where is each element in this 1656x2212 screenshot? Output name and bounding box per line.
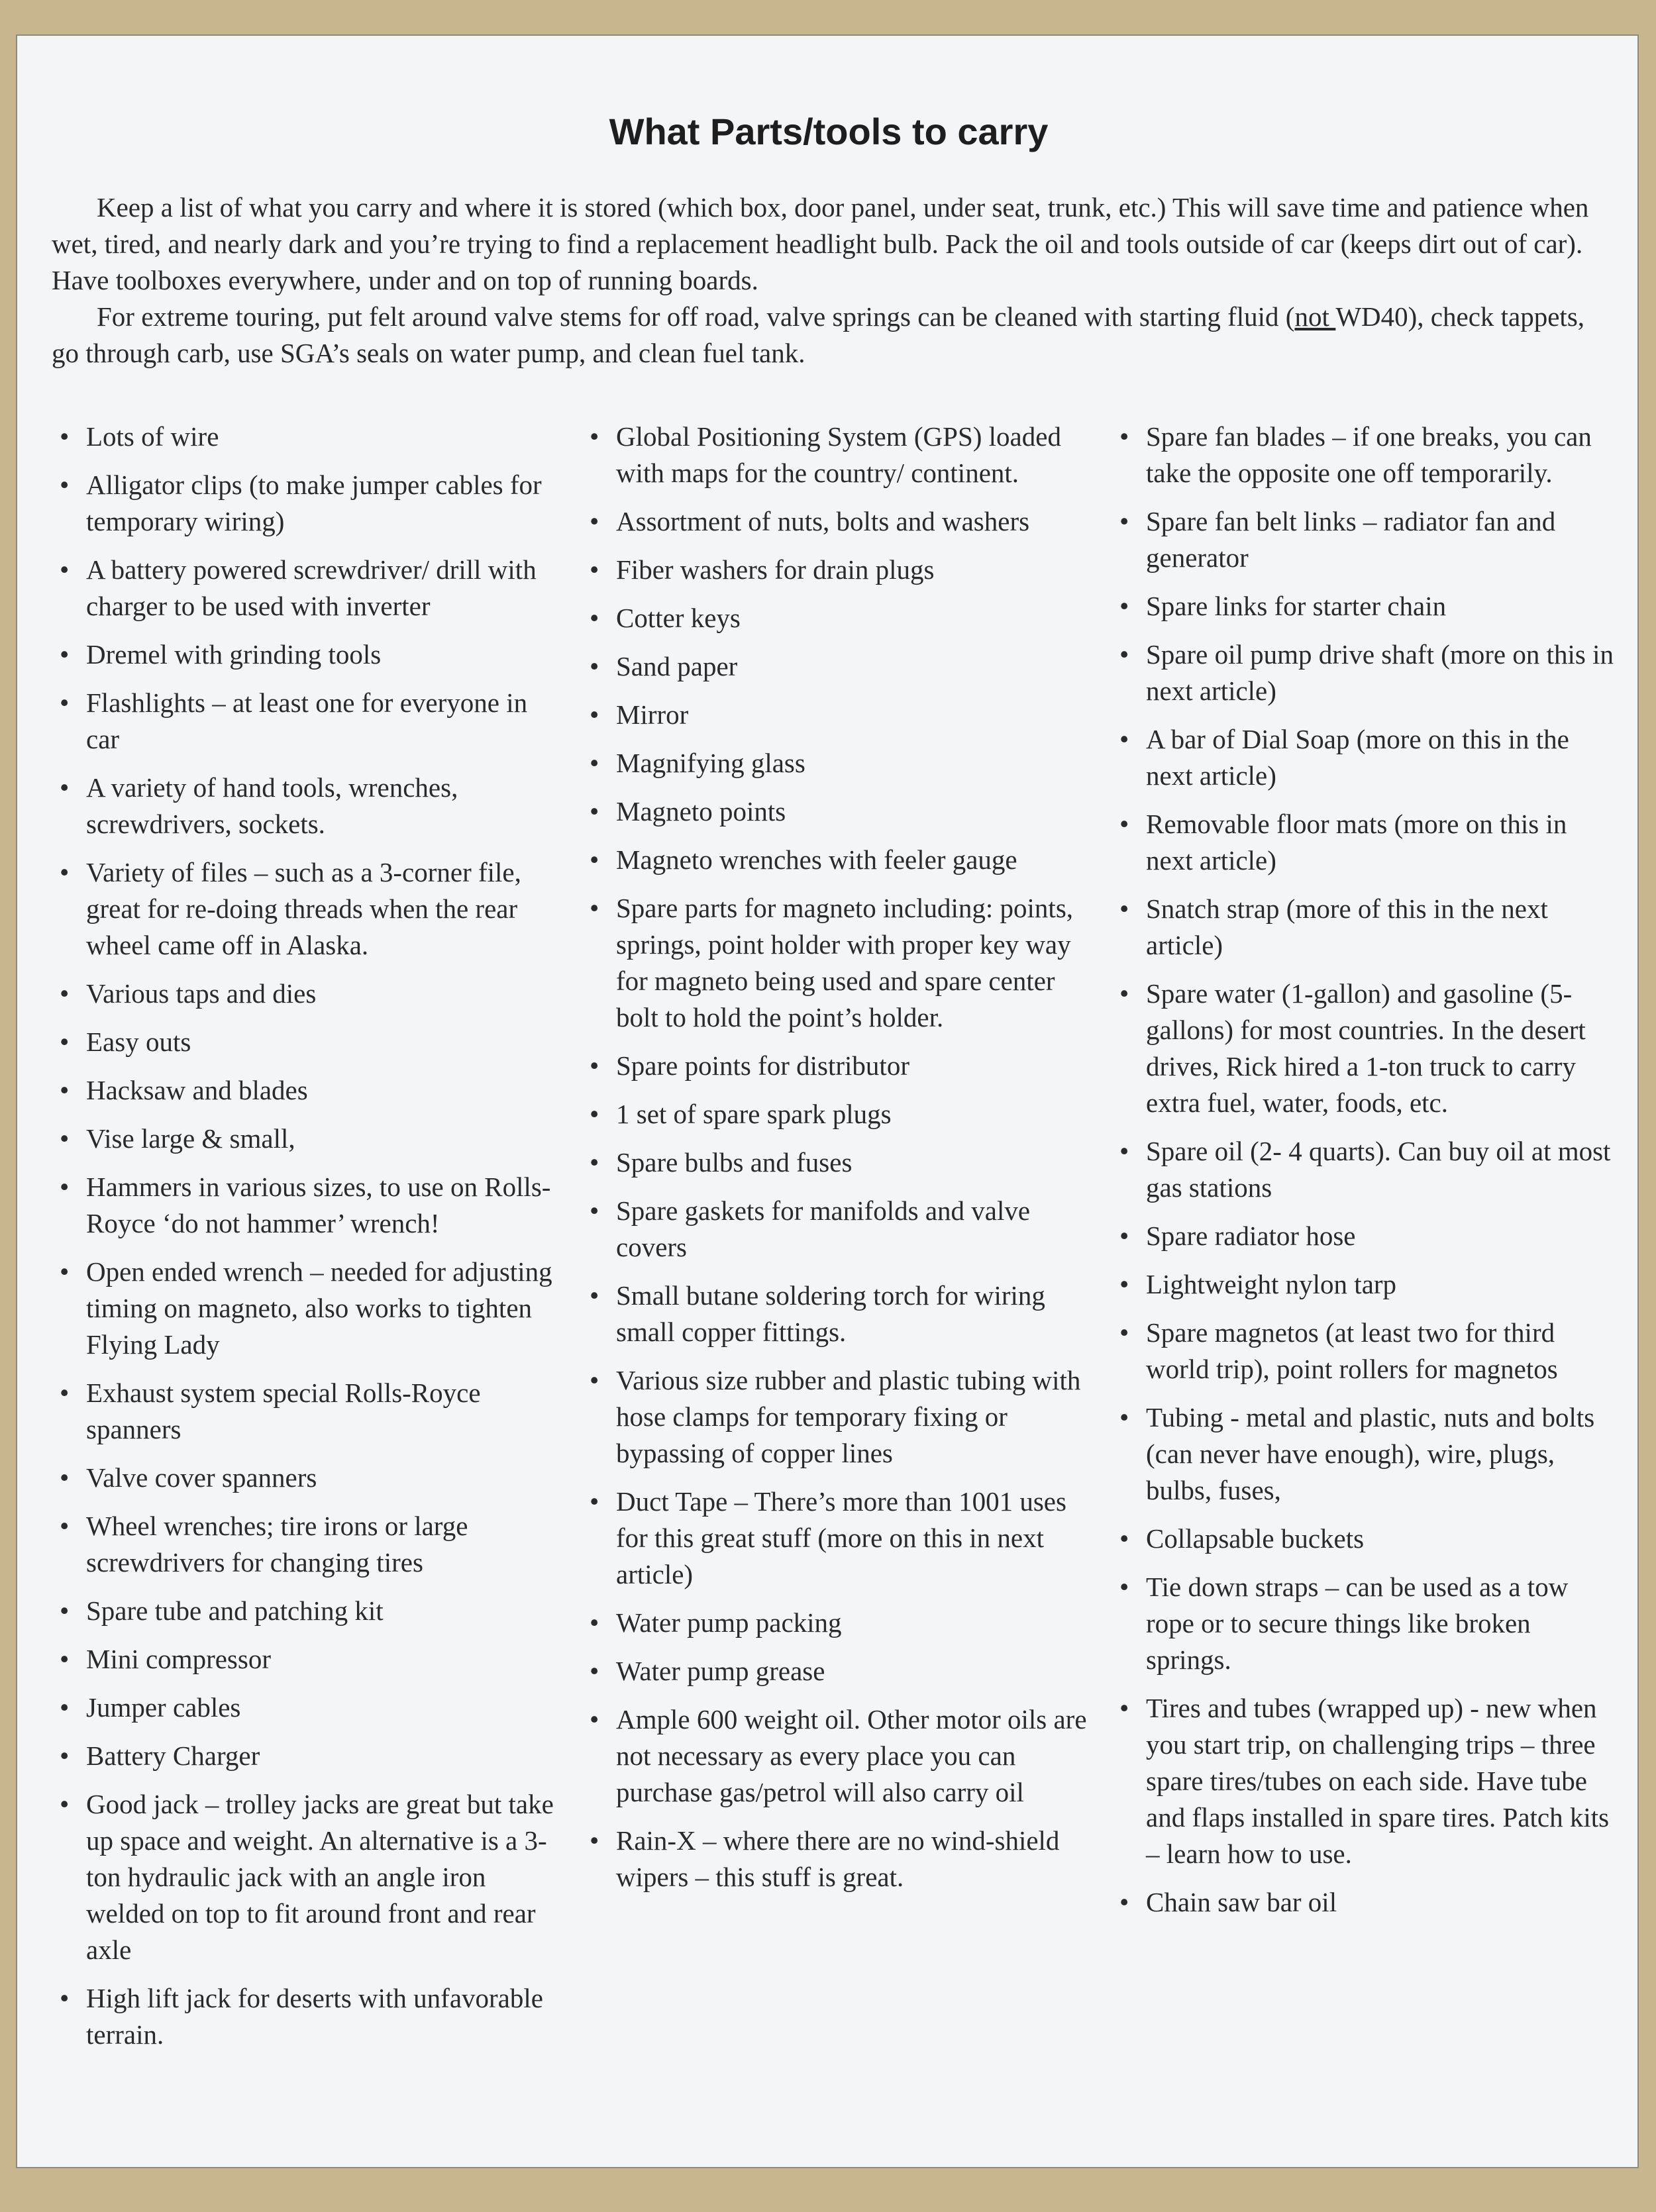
- list-item: • Tubing - metal and plastic, nuts and bolts (can never have enough), wire, plugs, bulbs, fuses,: [1112, 1399, 1615, 1509]
- list-item: • A bar of Dial Soap (more on this in the next article): [1112, 721, 1615, 794]
- intro-paragraph-2-end: WD40), check tappets, go through carb, use SGA’s seals on water pump, and clean fuel tank.: [52, 301, 1585, 368]
- intro-paragraph-2-start: For extreme touring, put felt around valve stems for off road, valve springs can be cleaned with starting fluid (: [97, 301, 1295, 332]
- list-item: • Magneto points: [582, 793, 1098, 830]
- list-item: • Rain-X – where there are no wind-shield wipers – this stuff is great.: [582, 1823, 1098, 1895]
- parts-list-column-2: [582, 419, 1098, 1907]
- list-item: • Variety of files – such as a 3-corner file, great for re-doing threads when the rear wheel came off in Alaska.: [52, 854, 555, 964]
- list-item: • Magneto wrenches with feeler gauge: [582, 842, 1098, 878]
- list-item: • Assortment of nuts, bolts and washers: [582, 503, 1098, 540]
- list-item: • Spare fan blades – if one breaks, you can take the opposite one off temporarily.: [1112, 419, 1615, 491]
- list-item: • Spare oil (2- 4 quarts). Can buy oil at most gas stations: [1112, 1133, 1615, 1206]
- intro-text: [52, 189, 1607, 372]
- list-item: • Snatch strap (more of this in the next article): [1112, 891, 1615, 964]
- list-item: • Wheel wrenches; tire irons or large screwdrivers for changing tires: [52, 1508, 555, 1581]
- list-item: • Sand paper: [582, 648, 1098, 685]
- list-item: • Spare parts for magneto including: points, springs, point holder with proper key way for magneto being used and spare center bolt to hold the point’s holder.: [582, 890, 1098, 1036]
- underlined-not: not: [1294, 301, 1336, 332]
- list-item: • Spare points for distributor: [582, 1048, 1098, 1084]
- list-item: • Various taps and dies: [52, 976, 555, 1012]
- list-item: • High lift jack for deserts with unfavorable terrain.: [52, 1980, 555, 2053]
- list-item: • Global Positioning System (GPS) loaded with maps for the country/ continent.: [582, 419, 1098, 491]
- list-item: • Flashlights – at least one for everyone in car: [52, 685, 555, 758]
- list-item: • Spare fan belt links – radiator fan and generator: [1112, 503, 1615, 576]
- list-item: • Jumper cables: [52, 1689, 555, 1726]
- list-item: • Ample 600 weight oil. Other motor oils are not necessary as every place you can purchase gas/petrol will also carry oil: [582, 1701, 1098, 1811]
- list-item: • Fiber washers for drain plugs: [582, 552, 1098, 588]
- list-item: • Alligator clips (to make jumper cables for temporary wiring): [52, 467, 555, 540]
- list-item: • Magnifying glass: [582, 745, 1098, 781]
- list-item: • Hacksaw and blades: [52, 1072, 555, 1109]
- list-item: • Spare bulbs and fuses: [582, 1144, 1098, 1181]
- list-item: • A variety of hand tools, wrenches, screwdrivers, sockets.: [52, 770, 555, 842]
- list-item: • Open ended wrench – needed for adjusting timing on magneto, also works to tighten Flying Lady: [52, 1254, 555, 1363]
- list-item: • Mirror: [582, 697, 1098, 733]
- list-item: • Spare magnetos (at least two for third world trip), point rollers for magnetos: [1112, 1315, 1615, 1387]
- list-item: • Exhaust system special Rolls-Royce spanners: [52, 1375, 555, 1448]
- list-item: • Spare links for starter chain: [1112, 588, 1615, 625]
- list-item: • Various size rubber and plastic tubing with hose clamps for temporary fixing or bypassing of copper lines: [582, 1362, 1098, 1472]
- list-item: • Spare tube and patching kit: [52, 1593, 555, 1629]
- page-title: What Parts/tools to carry: [609, 111, 1049, 152]
- list-item: • Spare water (1-gallon) and gasoline (5-gallons) for most countries. In the desert drives, Rick hired a 1-ton truck to carry extra fuel, water, foods, etc.: [1112, 976, 1615, 1121]
- list-item: • 1 set of spare spark plugs: [582, 1096, 1098, 1132]
- list-item: • Small butane soldering torch for wiring small copper fittings.: [582, 1278, 1098, 1350]
- list-item: • Duct Tape – There’s more than 1001 uses for this great stuff (more on this in next article): [582, 1483, 1098, 1593]
- list-item: • Water pump packing: [582, 1605, 1098, 1641]
- list-item: • Good jack – trolley jacks are great but take up space and weight. An alternative is a 3-ton hydraulic jack with an angle iron welded on top to fit around front and rear axle: [52, 1786, 555, 1968]
- list-item: • Dremel with grinding tools: [52, 636, 555, 673]
- list-item: • Water pump grease: [582, 1653, 1098, 1689]
- list-item: • Tie down straps – can be used as a tow rope or to secure things like broken springs.: [1112, 1569, 1615, 1678]
- list-item: • Removable floor mats (more on this in next article): [1112, 806, 1615, 879]
- parts-list-column-3: [1112, 419, 1615, 1933]
- list-item: • Hammers in various sizes, to use on Rolls-Royce ‘do not hammer’ wrench!: [52, 1169, 555, 1242]
- list-item: • Valve cover spanners: [52, 1460, 555, 1496]
- list-item: • Cotter keys: [582, 600, 1098, 636]
- document-page: [16, 34, 1639, 2168]
- list-item: • Battery Charger: [52, 1738, 555, 1774]
- list-item: • Collapsable buckets: [1112, 1521, 1615, 1557]
- list-item: • Vise large & small,: [52, 1121, 555, 1157]
- list-item: • Mini compressor: [52, 1641, 555, 1678]
- list-item: • Spare oil pump drive shaft (more on this in next article): [1112, 636, 1615, 709]
- list-item: • Chain saw bar oil: [1112, 1884, 1615, 1921]
- list-item: • Lightweight nylon tarp: [1112, 1266, 1615, 1303]
- intro-paragraph-2: [52, 299, 1607, 372]
- intro-paragraph-1: Keep a list of what you carry and where it is stored (which box, door panel, under seat, trunk, etc.) This will save time and patience when wet, tired, and nearly dark and you’re trying to find a replacement headlight bulb. Pack the oil and tools outside of car (keeps dirt out of car). Have toolboxes everywhere, under and on top of running boards.: [52, 192, 1589, 295]
- list-item: • Easy outs: [52, 1024, 555, 1060]
- list-item: • Lots of wire: [52, 419, 555, 455]
- list-item: • Tires and tubes (wrapped up) - new when you start trip, on challenging trips – three spare tires/tubes on each side. Have tube and flaps installed in spare tires. Patch kits – learn how to use.: [1112, 1690, 1615, 1872]
- list-item: • A battery powered screwdriver/ drill with charger to be used with inverter: [52, 552, 555, 625]
- list-item: • Spare radiator hose: [1112, 1218, 1615, 1254]
- list-item: • Spare gaskets for manifolds and valve covers: [582, 1193, 1098, 1266]
- parts-list-column-1: [52, 419, 555, 2065]
